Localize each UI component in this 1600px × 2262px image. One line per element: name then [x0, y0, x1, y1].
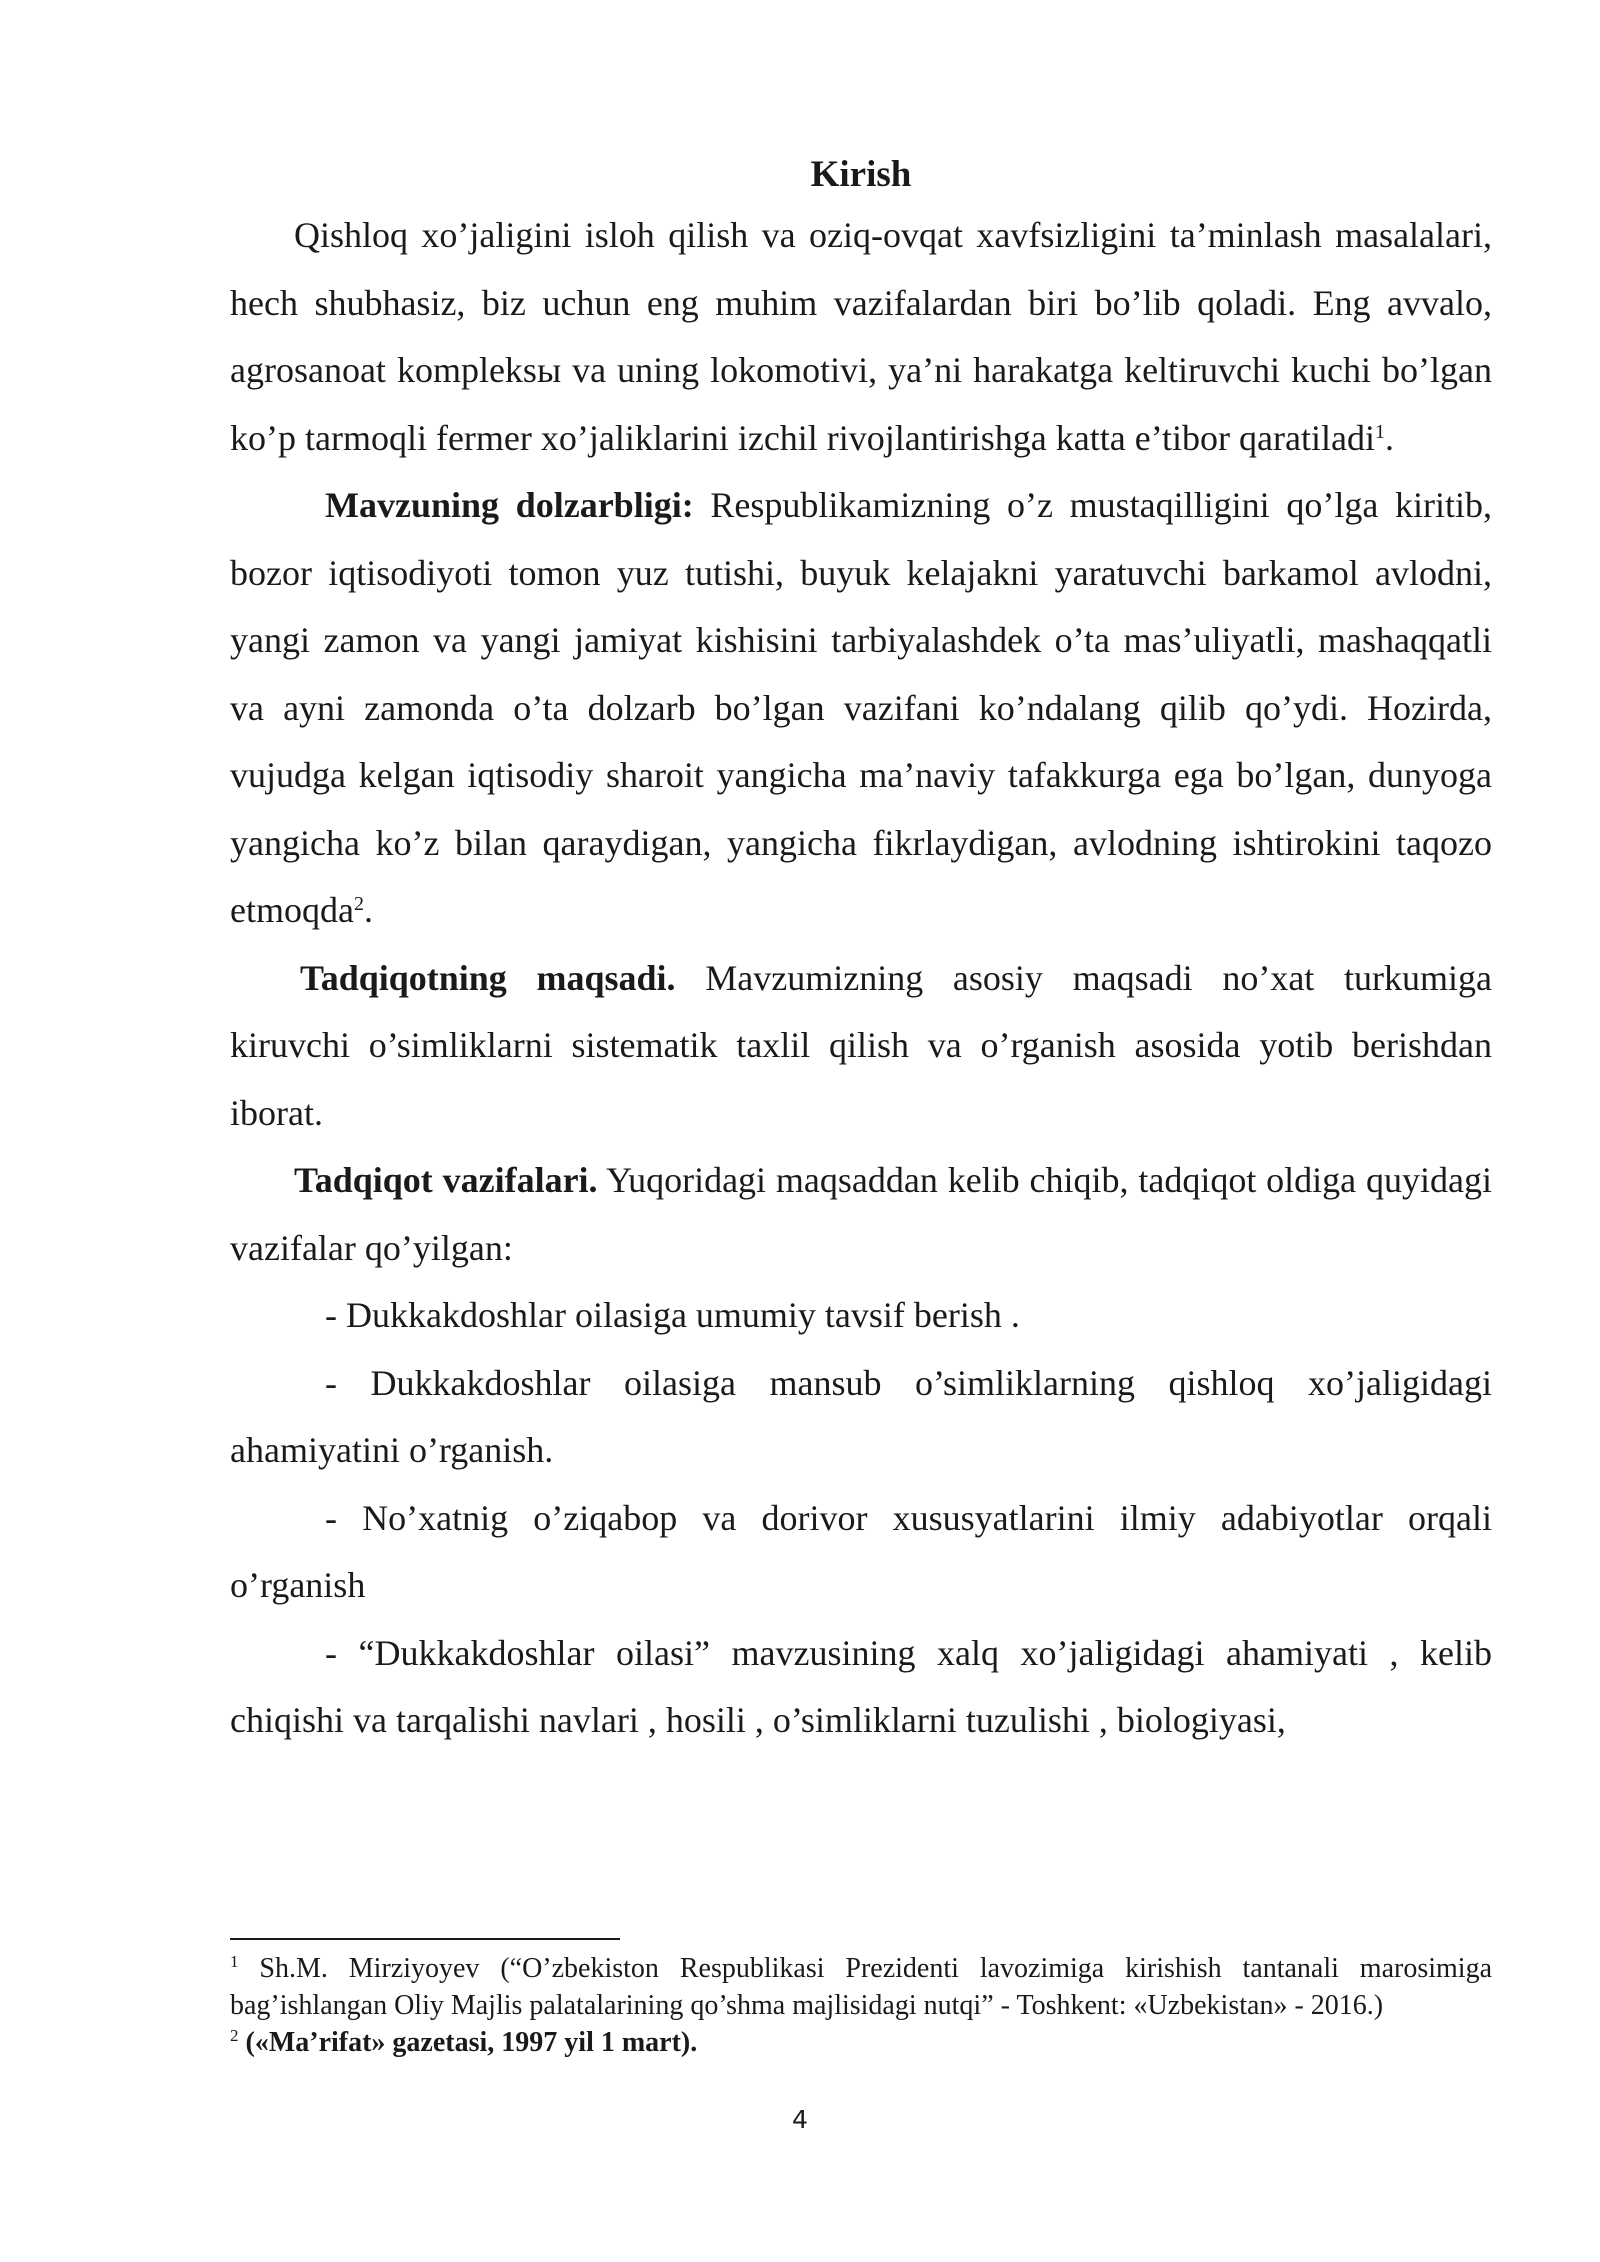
- footnote-ref-2[interactable]: 2: [353, 893, 364, 915]
- list-item: - “Dukkakdoshlar oilasi” mavzusining xalq xo’jaligidagi ahamiyati , kelib chiqishi va tarqalishi navlari , hosili , o’simliklarni tuzulishi , biologiyasi,: [230, 1632, 1492, 1740]
- page-number: 4: [792, 2105, 808, 2134]
- list-item: - Dukkakdoshlar oilasiga umumiy tavsif berish .: [325, 1295, 1020, 1335]
- footnote-mark-1: 1: [230, 1952, 239, 1971]
- footnote-separator: [230, 1938, 620, 1940]
- tasks-paragraph: [230, 1147, 1492, 1282]
- footnote-mark-2: 2: [230, 2026, 239, 2045]
- footnote-1: [230, 1950, 1492, 2024]
- relevance-text: Respublikamizning o’z mustaqilligini qo’lga kiritib, bozor iqtisodiyoti tomon yuz tutishi, buyuk kelajakni yaratuvchi barkamol avlodni, yangi zamon va yangi jamiyat kishisini tarbiyalashdek o’ta mas’uliyatli, mashaqqatli va ayni zamonda o’ta dolzarb bo’lgan vazifani ko’ndalang qilib qo’ydi. Hozirda, vujudga kelgan iqtisodiy sharoit yangicha ma’naviy tafakkurga ega bo’lgan, dunyoga yangicha ko’z bilan qaraydigan, yangicha fikrlaydigan, avlodning ishtirokini taqozo etmoqda: [230, 485, 1492, 930]
- tasks-heading: Tadqiqot vazifalari.: [294, 1160, 598, 1200]
- footnote-2: [230, 2024, 1492, 2061]
- footnote-ref-1[interactable]: 1: [1374, 420, 1385, 443]
- relevance-end: .: [363, 890, 373, 930]
- footnote-2-text: («Ma’rifat» gazetasi, 1997 yil 1 mart).: [238, 2027, 698, 2058]
- aim-text: Mavzumizning asosiy maqsadi no’xat turkumiga kiruvchi o’simliklarni sistematik taxlil qilish va o’rganish asosida yotib berishdan iborat.: [230, 957, 1492, 1133]
- tasks-text: Yuqoridagi maqsaddan kelib chiqib, tadqiqot oldiga quyidagi vazifalar qo’yilgan:: [230, 1160, 1492, 1268]
- relevance-paragraph: [230, 472, 1492, 945]
- page-title: Kirish: [810, 154, 912, 195]
- list-item: - No’xatnig o’ziqabop va dorivor xususyatlarini ilmiy adabiyotlar orqali o’rganish: [230, 1497, 1492, 1605]
- footnotes: [230, 1950, 1492, 2061]
- intro-paragraph: [230, 202, 1492, 472]
- intro-text: Qishloq xo’jaligini isloh qilish va oziq-ovqat xavfsizligini ta’minlash masalalari, hech shubhasiz, biz uchun eng muhim vazifalardan biri bo’lib qoladi. Eng avvalo, agrosanoat kompleksы va uning lokomotivi, ya’ni harakatga keltiruvchi kuchi bo’lgan ko’p tarmoqli fermer xo’jaliklarini izchil rivojlantirishga katta e’tibor qaratiladi: [230, 215, 1492, 458]
- intro-end: .: [1384, 417, 1394, 458]
- relevance-heading: Mavzuning dolzarbligi:: [325, 485, 694, 525]
- main-text: [230, 148, 1492, 1755]
- list-item: - Dukkakdoshlar oilasiga mansub o’simliklarning qishloq xo’jaligidagi ahamiyatini o’rganish.: [230, 1362, 1492, 1470]
- aim-heading: Tadqiqotning maqsadi.: [300, 957, 676, 998]
- aim-paragraph: [230, 945, 1492, 1148]
- footnote-1-text: Sh.M. Mirziyoyev (“O’zbekiston Respublikasi Prezidenti lavozimiga kirishish tantanali marosimiga bag’ishlangan Oliy Majlis palatalarining qo’shma majlisidagi nutqi” - Toshkent: «Uzbekistan» - 2016.): [230, 1953, 1492, 2021]
